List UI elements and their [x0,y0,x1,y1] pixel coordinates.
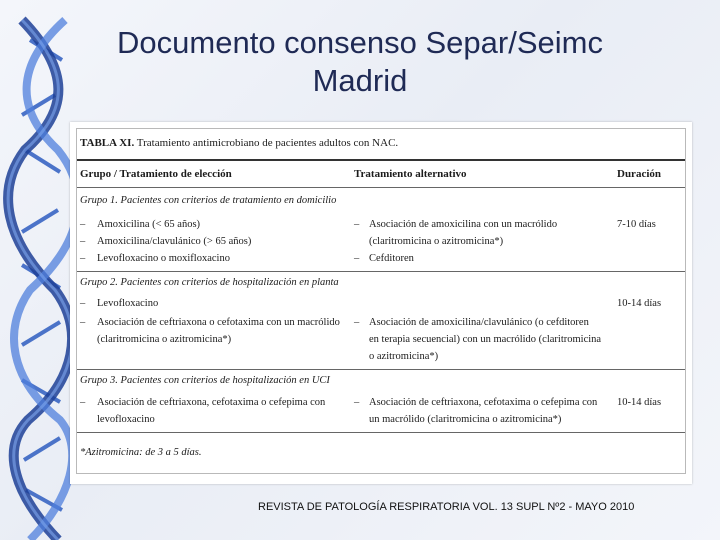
group-3-alt-1: Asociación de ceftriaxona, cefotaxima o cefepima con [369,397,598,408]
treatment-table-image [70,122,692,484]
dash: – [354,397,360,408]
group-2-choice-1: Levofloxacino [97,298,159,309]
header-duration: Duración [617,168,661,180]
group-3-alt-2: un macrólido (claritromicina o azitromicina*) [369,414,562,425]
header-choice: Grupo / Tratamiento de elección [80,168,232,180]
rule-group-3 [77,432,685,433]
group-1-choice-3: Levofloxacino o moxifloxacino [97,253,230,264]
group-2-title: Grupo 2. Pacientes con criterios de hospitalización en planta [80,277,339,288]
group-1-duration: 7-10 días [617,219,656,230]
rule-group-1 [77,271,685,272]
dash: – [80,219,86,230]
rule-group-2 [77,369,685,370]
dash: – [354,219,360,230]
dash: – [80,236,86,247]
group-3-choice-1: Asociación de ceftriaxona, cefotaxima o cefepima con [97,397,326,408]
group-2-duration: 10-14 días [617,298,662,309]
slide-title [40,24,680,100]
dash: – [80,397,86,408]
dash: – [80,317,86,328]
dash: – [80,253,86,264]
table-caption [80,137,398,149]
group-1-alt-1: Asociación de amoxicilina con un macrólido [369,219,558,230]
group-2-choice-3: (claritromicina o azitromicina*) [97,334,232,345]
group-1-choice-2: Amoxicilina/clavulánico (> 65 años) [97,236,252,247]
group-2-choice-2: Asociación de ceftriaxona o cefotaxima con un macrólido [97,317,340,328]
source-citation: REVISTA DE PATOLOGÍA RESPIRATORIA VOL. 13 SUPL Nº2 - MAYO 2010 [258,501,635,513]
treatment-table [76,128,686,474]
group-3-title: Grupo 3. Pacientes con criterios de hospitalización en UCI [80,375,330,386]
dash: – [354,317,360,328]
rule-header [77,187,685,188]
table-footnote: *Azitromicina: de 3 a 5 días. [80,447,202,458]
group-1-alt-2: (claritromicina o azitromicina*) [369,236,504,247]
title-line-1: Documento consenso Separ/Seimc [117,25,603,60]
header-alternative: Tratamiento alternativo [354,168,467,180]
group-1-alt-3: Cefditoren [369,253,414,264]
group-1-title: Grupo 1. Pacientes con criterios de tratamiento en domicilio [80,195,337,206]
dash: – [80,298,86,309]
rule-top [77,159,685,161]
dash: – [354,253,360,264]
group-2-alt-2: en terapia secuencial) con un macrólido (claritromicina [369,334,602,345]
group-3-duration: 10-14 días [617,397,662,408]
group-2-alt-1: Asociación de amoxicilina/clavulánico (o cefditoren [369,317,589,328]
group-3-choice-2: levofloxacino [97,414,155,425]
table-caption-label: TABLA XI. [80,137,135,149]
title-line-2: Madrid [312,63,408,98]
group-1-choice-1: Amoxicilina (< 65 años) [97,219,201,230]
group-2-alt-3: o azitromicina*) [369,351,439,362]
table-caption-text: Tratamiento antimicrobiano de pacientes adultos con NAC. [136,137,399,149]
